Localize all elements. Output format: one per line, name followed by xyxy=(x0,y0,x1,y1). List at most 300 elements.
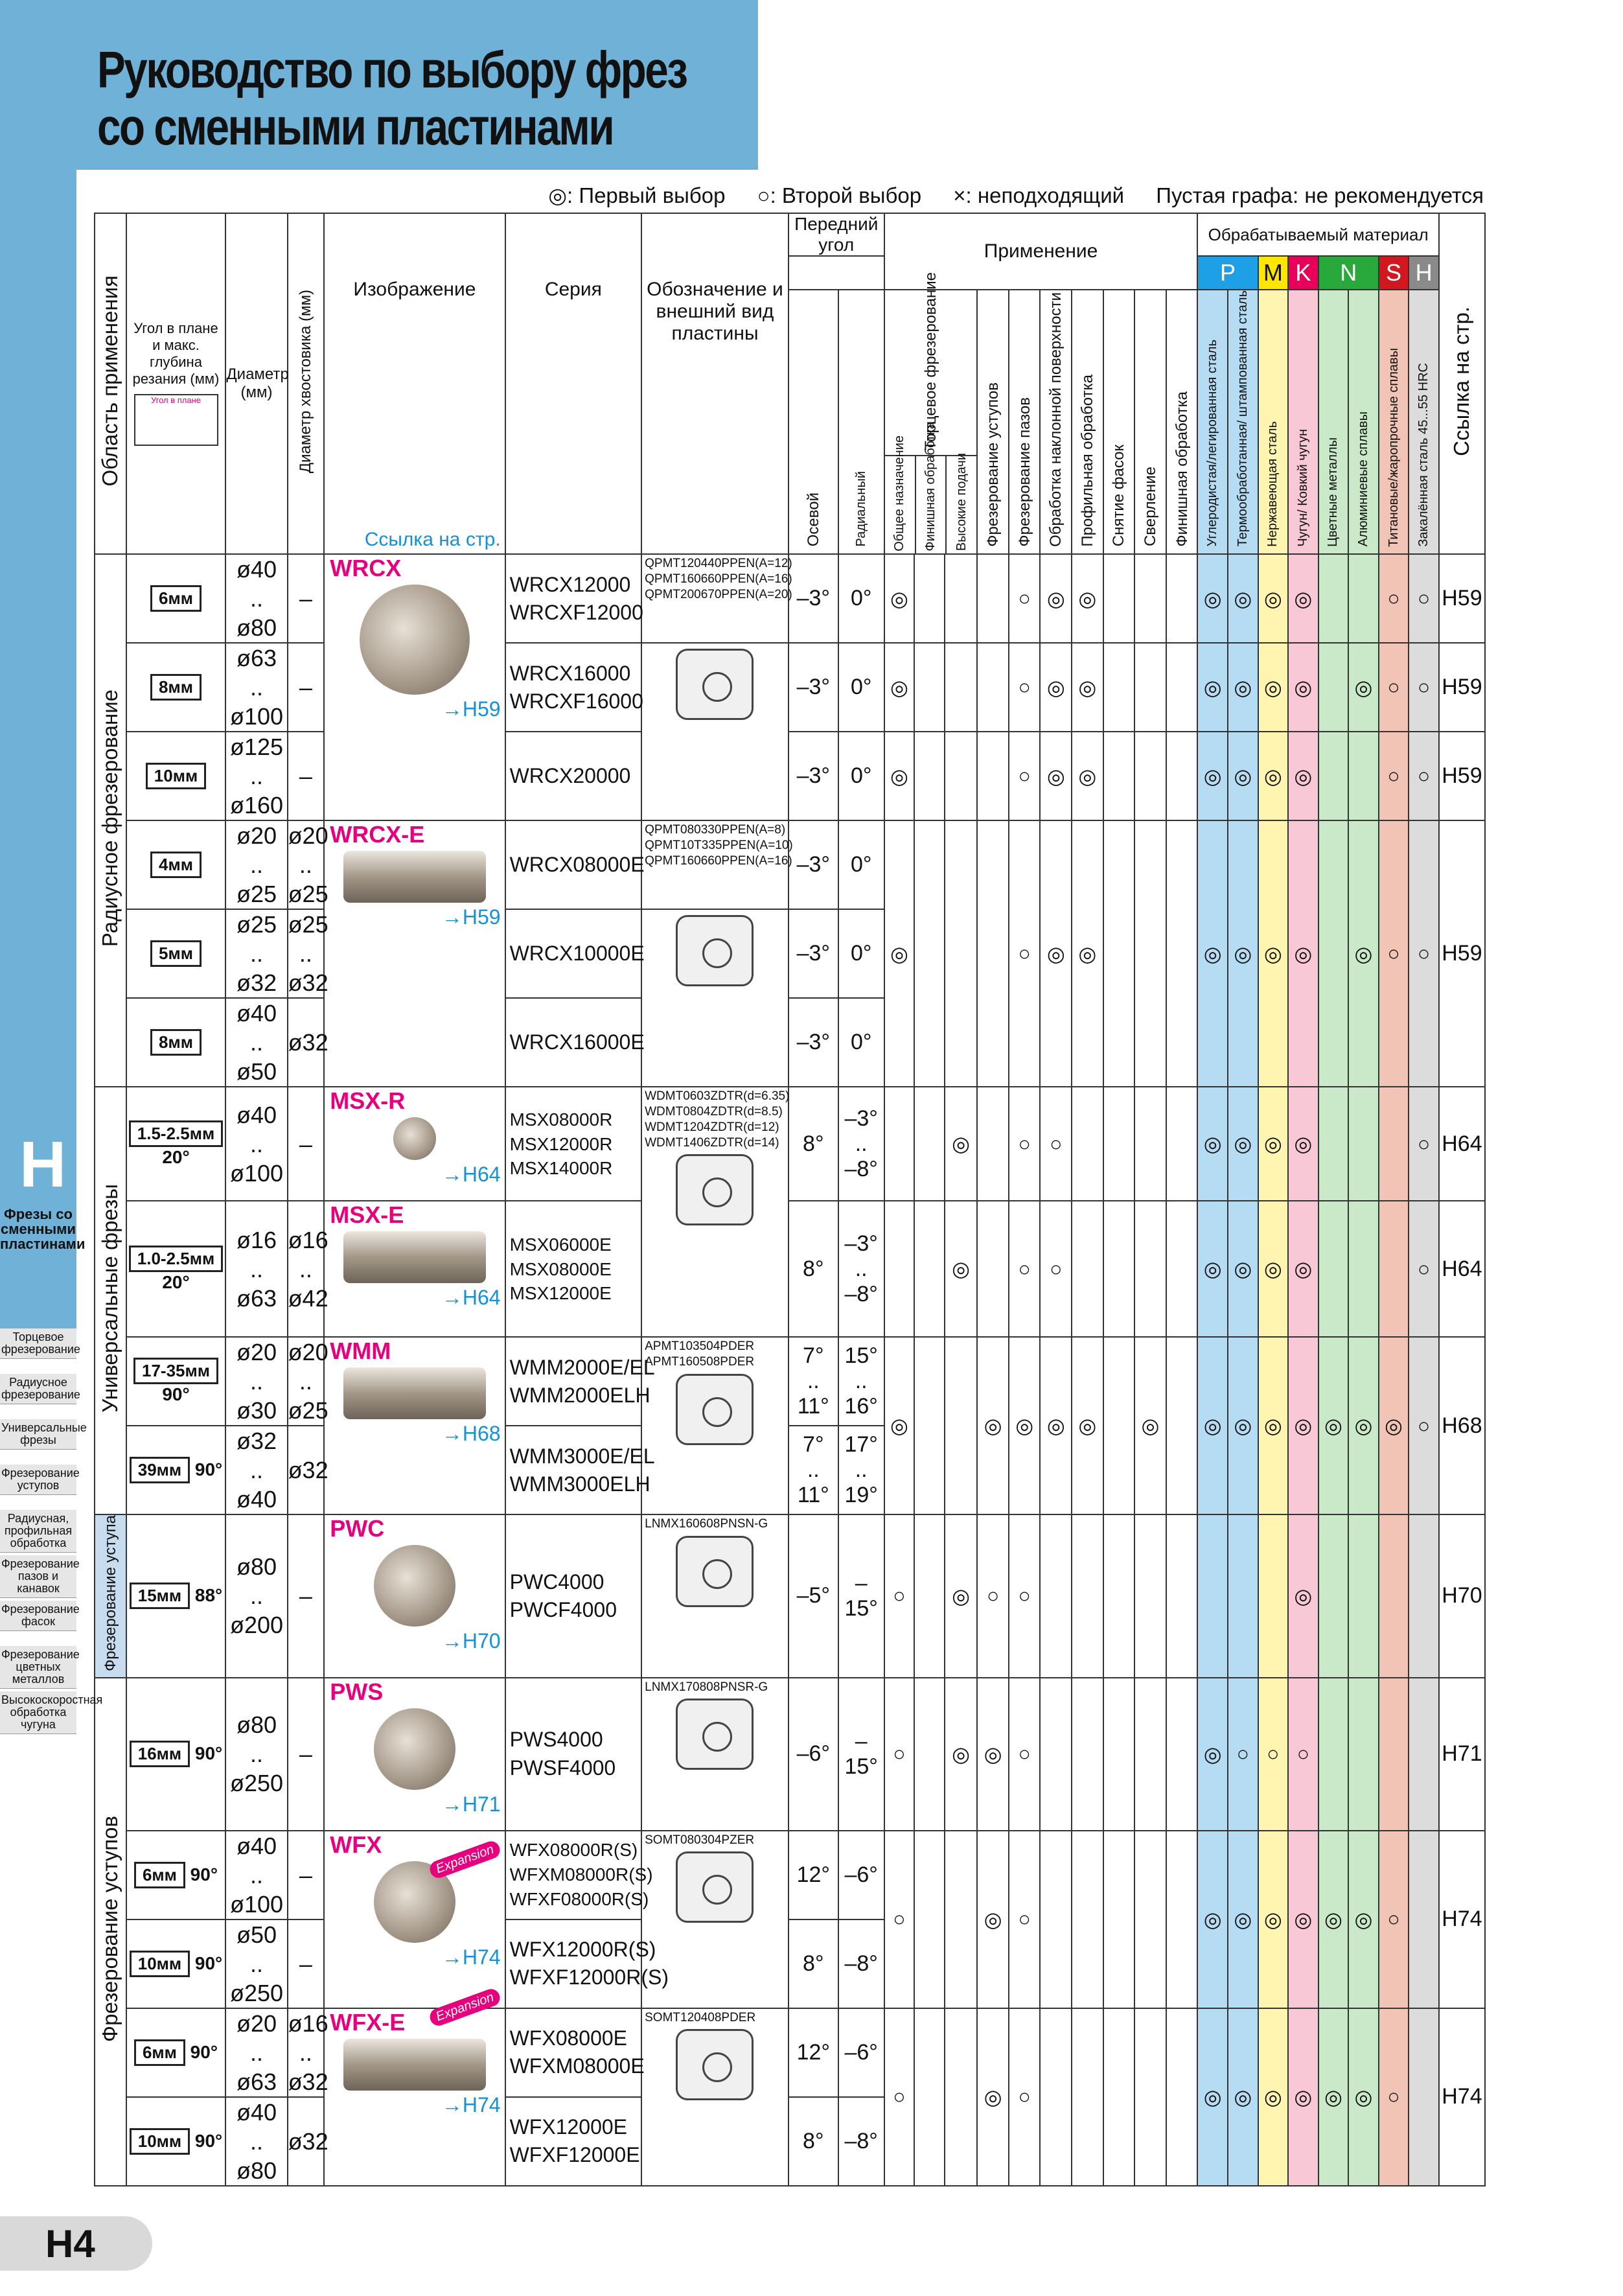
series-cell: WFX12000E WFXF12000E xyxy=(505,2097,642,2186)
page-ref-link[interactable]: H74 xyxy=(1439,1831,1485,2008)
material-mark: ◎ xyxy=(1318,1831,1349,2008)
application-mark xyxy=(1040,2008,1072,2186)
insert-cell xyxy=(641,1337,788,1514)
insert-designation: QPMT080330PPEN(A=8) QPMT10T335PPEN(A=10) QPMT160660PPEN(A=16) xyxy=(645,823,793,868)
legend-first: ◎: Первый выбор xyxy=(548,183,726,207)
table-row xyxy=(95,1678,1485,1831)
application-mark: ○ xyxy=(1009,554,1041,643)
side-nav-item[interactable]: Фрезерование уступов xyxy=(0,1465,76,1495)
tool-page-link[interactable]: →H70 xyxy=(441,1629,501,1653)
table-row xyxy=(95,1087,1485,1201)
series-cell: WMM3000E/EL WMM3000ELH xyxy=(505,1426,642,1514)
material-mark xyxy=(1379,1201,1409,1337)
application-mark: ◎ xyxy=(1040,643,1072,732)
diameter-cell: ø20 .. ø30 xyxy=(225,1337,287,1426)
material-mark: ○ xyxy=(1288,1678,1318,1831)
material-mark: ◎ xyxy=(1228,1831,1258,2008)
insert-drawing xyxy=(676,649,754,720)
application-mark: ◎ xyxy=(1040,820,1072,1087)
header-image-ref: Ссылка на стр. xyxy=(364,529,501,551)
application-mark xyxy=(1072,1201,1103,1337)
tool-page-link[interactable]: →H68 xyxy=(441,1422,501,1446)
application-mark: ○ xyxy=(884,2008,915,2186)
rake-radial-cell: –6° xyxy=(838,2008,884,2097)
rake-axial-cell: –3° xyxy=(788,820,838,909)
header-material-5: Цветные металлы xyxy=(1318,290,1349,554)
material-mark: ◎ xyxy=(1228,1337,1258,1514)
application-mark xyxy=(1040,1678,1072,1831)
page-number-tab xyxy=(0,2216,152,2271)
depth-badge: 8мм xyxy=(150,674,201,701)
application-mark xyxy=(945,1831,978,2008)
material-mark: ◎ xyxy=(1258,1337,1289,1514)
material-mark: ◎ xyxy=(1288,1514,1318,1677)
page-ref-link[interactable]: H59 xyxy=(1439,820,1485,1087)
insert-designation: SOMT120408PDER xyxy=(645,2010,756,2024)
application-mark xyxy=(1072,1678,1103,1831)
tool-page-link[interactable]: →H59 xyxy=(441,697,501,721)
material-mark: ◎ xyxy=(1288,820,1318,1087)
application-mark xyxy=(977,1201,1009,1337)
side-nav-item[interactable]: Торцевое фрезерование xyxy=(0,1328,76,1359)
shank-cell: – xyxy=(288,1514,325,1677)
header-material-8: Закалённая сталь 45...55 HRC xyxy=(1409,290,1439,554)
side-nav-item[interactable]: Фрезерование фасок xyxy=(0,1601,76,1631)
depth-cell xyxy=(126,1831,226,1919)
series-cell: MSX08000R MSX12000R MSX14000R xyxy=(505,1087,642,1201)
depth-badge: 15мм xyxy=(130,1583,190,1609)
depth-cell xyxy=(126,820,226,909)
rake-axial-cell: 8° xyxy=(788,1201,838,1337)
rake-radial-cell: 17° .. 19° xyxy=(838,1426,884,1514)
tool-page-link[interactable]: →H59 xyxy=(441,905,501,929)
insert-cell xyxy=(641,554,792,643)
material-mark: ◎ xyxy=(1258,732,1289,820)
page-ref-link[interactable]: H71 xyxy=(1439,1678,1485,1831)
material-mark: ◎ xyxy=(1288,643,1318,732)
table-row xyxy=(95,1201,1485,1337)
application-mark xyxy=(945,643,978,732)
application-mark: ○ xyxy=(1009,1678,1041,1831)
shank-cell: ø32 xyxy=(288,998,325,1087)
side-nav-item[interactable]: Радиусное фрезерование xyxy=(0,1374,76,1404)
application-mark xyxy=(914,1831,945,2008)
side-nav-item[interactable]: Высокоскоростная обработка чугуна xyxy=(0,1691,76,1734)
tool-name: MSX-R xyxy=(330,1087,406,1115)
table-row xyxy=(95,1337,1485,1426)
depth-badge: 10мм xyxy=(146,763,206,789)
application-mark xyxy=(945,554,978,643)
rake-radial-cell: 15° .. 16° xyxy=(838,1337,884,1426)
header-insert: Обозначение и внешний вид пластины xyxy=(641,213,788,554)
series-cell: WRCX16000 WRCXF16000 xyxy=(505,643,642,732)
legend-empty: Пустая графа: не рекомендуется xyxy=(1156,183,1484,207)
rake-axial-cell: –6° xyxy=(788,1678,838,1831)
page-ref-link[interactable]: H64 xyxy=(1439,1087,1485,1201)
application-mark xyxy=(1166,820,1198,1087)
depth-cell xyxy=(126,554,226,643)
depth-badge: 8мм xyxy=(150,1029,201,1056)
rake-radial-cell: 0° xyxy=(838,909,884,998)
application-mark: ◎ xyxy=(945,1087,978,1201)
tool-page-link[interactable]: →H71 xyxy=(441,1792,501,1816)
application-mark xyxy=(1134,1514,1166,1677)
material-mark: ◎ xyxy=(1228,554,1258,643)
material-mark: ◎ xyxy=(1258,1087,1289,1201)
series-cell: WRCX16000E xyxy=(505,998,642,1087)
rake-axial-cell: –5° xyxy=(788,1514,838,1677)
legend-second: ○: Второй выбор xyxy=(757,183,922,207)
material-mark: ◎ xyxy=(1258,643,1289,732)
page-number: H4 xyxy=(45,2222,95,2266)
material-mark xyxy=(1348,732,1379,820)
depth-cell xyxy=(126,1426,226,1514)
series-cell: WFX08000R(S) WFXM08000R(S) WFXF08000R(S) xyxy=(505,1831,642,1919)
application-mark: ◎ xyxy=(884,1337,915,1514)
material-mark: ◎ xyxy=(1258,1201,1289,1337)
material-K-badge: K xyxy=(1288,256,1318,290)
material-mark: ◎ xyxy=(1318,2008,1349,2186)
angle-degree: 20° xyxy=(162,1271,190,1292)
page-title-line-2: со сменными пластинами xyxy=(97,98,614,156)
header-angle: Угол в плане и макс. глубина резания (мм) Угол в плане xyxy=(126,213,226,554)
tool-image-cell xyxy=(324,554,505,820)
tool-image-cell xyxy=(324,1337,505,1514)
header-finish-machining: Финишная обработка xyxy=(1166,290,1198,554)
page-ref-link[interactable]: H74 xyxy=(1439,2008,1485,2186)
application-mark: ◎ xyxy=(977,1678,1009,1831)
insert-cell xyxy=(641,909,788,1087)
header-chamfer: Снятие фасок xyxy=(1103,290,1135,554)
application-mark: ◎ xyxy=(945,1514,978,1677)
material-mark xyxy=(1318,732,1349,820)
tool-name: WFX xyxy=(330,1831,382,1858)
page-ref-link[interactable]: H59 xyxy=(1439,732,1485,820)
insert-cell xyxy=(641,1678,788,1831)
tool-image-cell xyxy=(324,820,505,1087)
header-finishing: Финишная обработка xyxy=(916,456,947,553)
table-row xyxy=(95,643,1485,732)
area-universal: Универсальные фрезы xyxy=(95,1087,126,1514)
insert-designation: QPMT120440PPEN(A=12) QPMT160660PPEN(A=16) QPMT200670PPEN(A=20) xyxy=(645,557,792,601)
material-mark: ◎ xyxy=(1348,1337,1379,1514)
material-mark: ○ xyxy=(1409,732,1439,820)
series-cell: PWC4000 PWCF4000 xyxy=(505,1514,642,1677)
side-nav-item[interactable]: Фрезерование цветных металлов xyxy=(0,1646,76,1689)
rake-axial-cell: 7° .. 11° xyxy=(788,1426,838,1514)
depth-badge: 39мм xyxy=(130,1457,190,1483)
angle-degree: 20° xyxy=(162,1146,190,1167)
application-mark xyxy=(977,732,1009,820)
series-cell: WRCX12000 WRCXF12000 xyxy=(505,554,642,643)
diameter-cell: ø40 .. ø100 xyxy=(225,1831,287,1919)
depth-cell xyxy=(126,1514,226,1677)
material-mark xyxy=(1409,1514,1439,1677)
tool-picture xyxy=(343,851,486,903)
page-ref-link[interactable]: H64 xyxy=(1439,1201,1485,1337)
application-mark: ◎ xyxy=(884,820,915,1087)
diameter-cell: ø50 .. ø250 xyxy=(225,1919,287,2008)
application-mark: ◎ xyxy=(1072,820,1103,1087)
material-mark: ○ xyxy=(1409,820,1439,1087)
material-mark: ◎ xyxy=(1197,554,1228,643)
application-mark xyxy=(1134,643,1166,732)
application-mark: ◎ xyxy=(945,1678,978,1831)
insert-cell xyxy=(641,820,793,909)
insert-cell xyxy=(641,1087,788,1337)
tool-page-link[interactable]: →H74 xyxy=(441,1945,501,1969)
application-mark xyxy=(1166,554,1198,643)
header-application: Применение xyxy=(884,213,1198,290)
material-mark: ○ xyxy=(1409,1087,1439,1201)
selection-table xyxy=(94,213,1486,2186)
shank-cell: – xyxy=(288,1919,325,2008)
material-mark: ○ xyxy=(1379,554,1409,643)
depth-badge: 4мм xyxy=(150,852,201,878)
side-nav-item[interactable]: Универсальные фрезы xyxy=(0,1419,76,1450)
tool-name: WMM xyxy=(330,1338,391,1365)
material-H-badge: H xyxy=(1409,256,1439,290)
angle-degree: 88° xyxy=(190,1585,223,1606)
tool-image-cell xyxy=(324,1087,505,1201)
rake-axial-cell: 8° xyxy=(788,2097,838,2186)
header-material-1: Углеродистая/легированная сталь xyxy=(1197,290,1228,554)
rake-axial-cell: 12° xyxy=(788,2008,838,2097)
shank-cell: ø32 xyxy=(288,2097,325,2186)
insert-designation: LNMX160608PNSN-G xyxy=(645,1517,768,1531)
shank-cell: ø20 .. ø25 xyxy=(288,1337,325,1426)
application-mark: ◎ xyxy=(1072,643,1103,732)
application-mark: ○ xyxy=(977,1514,1009,1677)
material-mark: ◎ xyxy=(1197,732,1228,820)
tool-image-cell xyxy=(324,1201,505,1337)
diameter-cell: ø20 .. ø63 xyxy=(225,2008,287,2097)
tool-page-link[interactable]: →H64 xyxy=(441,1163,501,1187)
tool-name: WRCX xyxy=(330,555,402,582)
rake-radial-cell: –6° xyxy=(838,1831,884,1919)
header-face-milling: Торцевое фрезерование Общее назначение Финишная обработка Высокие подачи xyxy=(884,290,978,554)
tool-image-cell xyxy=(324,1989,505,2186)
application-mark xyxy=(914,643,945,732)
header-material-7: Титановые/жаропрочные сплавы xyxy=(1379,290,1409,554)
material-mark: ◎ xyxy=(1348,643,1379,732)
application-mark xyxy=(945,1337,978,1514)
application-mark xyxy=(945,2008,978,2186)
material-mark: ○ xyxy=(1409,554,1439,643)
depth-cell xyxy=(126,1678,226,1831)
material-mark: ○ xyxy=(1379,732,1409,820)
angle-degree: 90° xyxy=(185,2041,218,2062)
side-nav-item[interactable]: Фрезерование пазов и канавок xyxy=(0,1555,76,1598)
application-mark xyxy=(1103,643,1135,732)
diameter-cell: ø125 .. ø160 xyxy=(225,732,287,820)
material-mark xyxy=(1348,554,1379,643)
depth-badge: 6мм xyxy=(134,1862,185,1888)
table-row xyxy=(95,820,1485,909)
material-mark xyxy=(1228,1514,1258,1677)
material-mark: ◎ xyxy=(1258,554,1289,643)
insert-drawing xyxy=(676,1851,754,1923)
application-mark: ◎ xyxy=(1040,554,1072,643)
application-mark: ○ xyxy=(1009,1514,1041,1677)
material-mark: ◎ xyxy=(1258,820,1289,1087)
header-rake-radial: Радиальный xyxy=(838,290,884,554)
header-material-4: Чугун/ Ковкий чугун xyxy=(1288,290,1318,554)
material-mark xyxy=(1318,643,1349,732)
insert-designation: LNMX170808PNSR-G xyxy=(645,1680,768,1694)
material-mark: ◎ xyxy=(1228,732,1258,820)
tool-picture xyxy=(393,1117,436,1160)
application-mark xyxy=(914,1337,945,1514)
depth-cell xyxy=(126,2008,226,2097)
area-radial: Радиусное фрезерование xyxy=(95,554,126,1087)
diameter-cell: ø80 .. ø200 xyxy=(225,1514,287,1677)
application-mark: ○ xyxy=(1009,1201,1041,1337)
material-mark: ◎ xyxy=(1288,1201,1318,1337)
insert-drawing xyxy=(676,2029,754,2100)
side-nav-item[interactable]: Радиусная, профильная обработка xyxy=(0,1510,76,1553)
material-mark: ○ xyxy=(1228,1678,1258,1831)
application-mark: ◎ xyxy=(945,1201,978,1337)
shank-cell: ø25 .. ø32 xyxy=(288,909,325,998)
header-material-2: Термообработанная/ штампованная сталь xyxy=(1228,290,1258,554)
application-mark xyxy=(1134,1831,1166,2008)
application-mark: ◎ xyxy=(977,1831,1009,2008)
application-mark xyxy=(1103,732,1135,820)
angle-degree: 90° xyxy=(190,1459,223,1480)
rake-axial-cell: –3° xyxy=(788,643,838,732)
depth-badge: 5мм xyxy=(150,940,201,967)
application-mark xyxy=(1166,1337,1198,1514)
application-mark xyxy=(914,1514,945,1677)
rake-axial-cell: 7° .. 11° xyxy=(788,1337,838,1426)
page-ref-link[interactable]: H59 xyxy=(1439,554,1485,643)
insert-designation: APMT103504PDER APMT160508PDER xyxy=(645,1339,755,1369)
header-series: Серия xyxy=(505,213,642,554)
application-mark xyxy=(1134,1678,1166,1831)
material-mark: ○ xyxy=(1379,643,1409,732)
insert-cell xyxy=(641,1514,788,1677)
application-mark: ◎ xyxy=(884,732,915,820)
diameter-cell: ø80 .. ø250 xyxy=(225,1678,287,1831)
header-incline: Обработка наклонной поверхности xyxy=(1040,290,1072,554)
rake-axial-cell: –3° xyxy=(788,732,838,820)
material-mark: ◎ xyxy=(1228,2008,1258,2186)
expansion-badge: Expansion xyxy=(428,1986,503,2028)
page-ref-link[interactable]: H59 xyxy=(1439,643,1485,732)
material-N-badge: N xyxy=(1318,256,1379,290)
application-mark xyxy=(977,1087,1009,1201)
application-mark xyxy=(945,732,978,820)
material-mark: ◎ xyxy=(1197,820,1228,1087)
material-mark: ◎ xyxy=(1197,1678,1228,1831)
application-mark xyxy=(1166,732,1198,820)
tool-page-link[interactable]: →H64 xyxy=(441,1286,501,1310)
material-mark: ◎ xyxy=(1197,1337,1228,1514)
rake-axial-cell: 8° xyxy=(788,1919,838,2008)
rake-radial-cell: 0° xyxy=(838,732,884,820)
material-mark: ◎ xyxy=(1197,2008,1228,2186)
material-mark xyxy=(1379,1514,1409,1677)
application-mark xyxy=(914,554,945,643)
page-ref-link[interactable]: H70 xyxy=(1439,1514,1485,1677)
application-mark xyxy=(977,643,1009,732)
material-P-badge: P xyxy=(1197,256,1258,290)
application-mark xyxy=(1166,643,1198,732)
application-mark xyxy=(1134,1087,1166,1201)
shank-cell: – xyxy=(288,732,325,820)
tool-page-link[interactable]: →H74 xyxy=(441,2093,501,2116)
application-mark: ○ xyxy=(1009,643,1041,732)
application-mark: ○ xyxy=(1009,732,1041,820)
depth-badge: 6мм xyxy=(150,585,201,612)
table-row xyxy=(95,1514,1485,1677)
material-mark: ◎ xyxy=(1228,643,1258,732)
material-mark: ◎ xyxy=(1258,1831,1289,2008)
rake-radial-cell: 0° xyxy=(838,643,884,732)
material-mark: ○ xyxy=(1258,1678,1289,1831)
tool-picture xyxy=(343,2039,486,2091)
series-cell: MSX06000E MSX08000E MSX12000E xyxy=(505,1201,642,1337)
material-mark xyxy=(1409,1831,1439,2008)
angle-degree: 90° xyxy=(190,1743,223,1763)
header-rake-axial: Осевой xyxy=(788,290,838,554)
depth-badge: 1.5-2.5мм xyxy=(129,1120,223,1147)
header-drilling: Сверление xyxy=(1134,290,1166,554)
side-group-title: Фрезы со сменными пластинами xyxy=(0,1206,86,1253)
shank-cell: – xyxy=(288,1678,325,1831)
tool-name: PWC xyxy=(330,1515,385,1542)
depth-cell xyxy=(126,1919,226,2008)
tool-name: PWS xyxy=(330,1678,384,1705)
series-cell: WMM2000E/EL WMM2000ELH xyxy=(505,1337,642,1426)
application-mark: ○ xyxy=(884,1831,915,2008)
application-mark: ◎ xyxy=(1040,732,1072,820)
application-mark xyxy=(977,554,1009,643)
material-mark xyxy=(1318,554,1349,643)
material-mark: ◎ xyxy=(1288,1087,1318,1201)
application-mark: ◎ xyxy=(884,643,915,732)
application-mark xyxy=(884,1087,915,1201)
application-mark xyxy=(1103,1831,1135,2008)
application-mark xyxy=(1166,1831,1198,2008)
material-mark xyxy=(1348,1201,1379,1337)
table-row xyxy=(95,732,1485,820)
diameter-cell: ø63 .. ø100 xyxy=(225,643,287,732)
material-mark xyxy=(1318,1514,1349,1677)
application-mark xyxy=(1040,1514,1072,1677)
material-mark xyxy=(1348,1678,1379,1831)
diameter-cell: ø40 .. ø50 xyxy=(225,998,287,1087)
application-mark xyxy=(1103,1337,1135,1514)
material-mark xyxy=(1379,1678,1409,1831)
application-mark xyxy=(884,1201,915,1337)
application-mark xyxy=(1040,1831,1072,2008)
material-mark: ○ xyxy=(1379,1831,1409,2008)
shank-cell: – xyxy=(288,1831,325,1919)
series-cell: WFX12000R(S) WFXF12000R(S) xyxy=(505,1919,642,2008)
insert-drawing xyxy=(676,1536,754,1607)
series-cell: PWS4000 PWSF4000 xyxy=(505,1678,642,1831)
shank-cell: – xyxy=(288,554,325,643)
page-ref-link[interactable]: H68 xyxy=(1439,1337,1485,1514)
application-mark xyxy=(1166,1087,1198,1201)
application-mark: ◎ xyxy=(977,2008,1009,2186)
depth-badge: 10мм xyxy=(130,2128,190,2155)
application-mark xyxy=(1072,1514,1103,1677)
application-mark xyxy=(914,1087,945,1201)
header-material-6: Алюминиевые сплавы xyxy=(1348,290,1379,554)
